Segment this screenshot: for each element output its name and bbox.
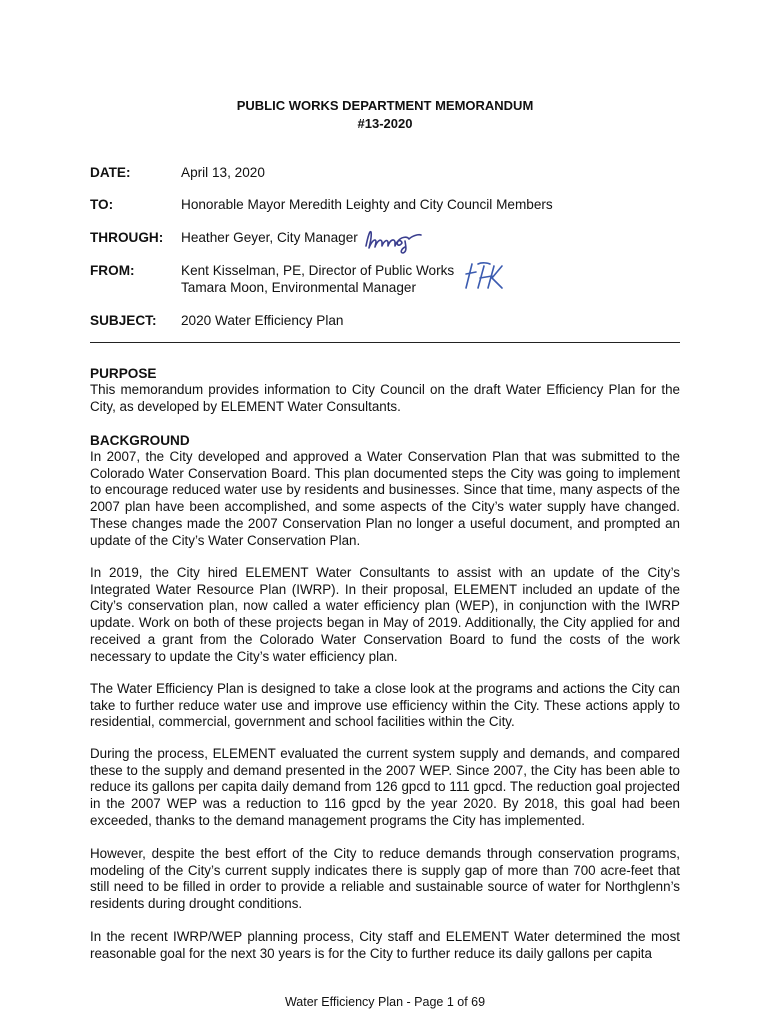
through-label: THROUGH: (90, 230, 164, 245)
from-signature-initials (462, 260, 520, 292)
background-paragraph-6: In the recent IWRP/WEP planning process, City staff and ELEMENT Water determined the most reasonable goal for the next 30 years is for the City to further reduce its daily gallons per capita (90, 929, 680, 961)
through-signature-initials (363, 226, 425, 256)
background-heading: BACKGROUND (90, 433, 190, 448)
background-paragraph-1: In 2007, the City developed and approved a Water Conservation Plan that was submitted to the Colorado Water Conservation Board. This plan documented steps the City was going to implement to encourage reduced water use by residents and businesses. Since that time, many aspects of the 2007 plan have been accomplished, and some aspects of the City’s water supply have changed. These changes made the 2007 Conservation Plan no longer a useful document, and prompted an update of the City’s Water Conservation Plan. (90, 449, 680, 548)
date-label: DATE: (90, 165, 131, 180)
background-paragraph-3: The Water Efficiency Plan is designed to take a close look at the programs and actions the City can take to further reduce water use and improve use efficiency within the City. These actions apply to residential, commercial, government and school facilities within the City. (90, 681, 680, 730)
subject-label: SUBJECT: (90, 313, 157, 328)
from-label: FROM: (90, 263, 135, 278)
to-label: TO: (90, 197, 114, 212)
from-value-primary: Kent Kisselman, PE, Director of Public Works (181, 263, 455, 278)
date-value: April 13, 2020 (181, 165, 265, 180)
background-paragraph-2: In 2019, the City hired ELEMENT Water Consultants to assist with an update of the City’s Integrated Water Resource Plan (IWRP). In their proposal, ELEMENT included an update of the City’s conservation plan, now called a water efficiency plan (WEP), in conjunction with the IWRP update. Work on both of these projects began in May of 2019. Additionally, the City applied for and received a grant from the Colorado Water Conservation Board to fund the costs of the work necessary to update the City’s water efficiency plan. (90, 565, 680, 664)
to-value: Honorable Mayor Meredith Leighty and City Council Members (181, 197, 553, 212)
through-value: Heather Geyer, City Manager (181, 230, 358, 245)
background-paragraph-5: However, despite the best effort of the City to reduce demands through conservation programs, modeling of the City’s current supply indicates there is supply gap of more than 700 acre-feet that still need to be filled in order to provide a reliable and sustainable source of water for Northglenn’s residents during drought conditions. (90, 846, 680, 912)
background-paragraph-4: During the process, ELEMENT evaluated the current system supply and demands, and compared these to the supply and demand presented in the 2007 WEP. Since 2007, the City has been able to reduce its gallons per capita daily demand from 126 gpcd to 111 gpcd. The reduction goal projected in the 2007 WEP was a reduction to 116 gpcd by the year 2020. By 2018, this goal had been exceeded, thanks to the demand management programs the City has implemented. (90, 746, 680, 828)
purpose-heading: PURPOSE (90, 366, 157, 381)
page-footer: Water Efficiency Plan - Page 1 of 69 (284, 995, 486, 1009)
subject-value: 2020 Water Efficiency Plan (181, 313, 344, 328)
header-divider (90, 342, 680, 343)
purpose-paragraph: This memorandum provides information to City Council on the draft Water Efficiency Plan for the City, as developed by ELEMENT Water Consultants. (90, 382, 680, 414)
from-value-secondary: Tamara Moon, Environmental Manager (181, 280, 416, 295)
memo-title: PUBLIC WORKS DEPARTMENT MEMORANDUM (236, 98, 534, 113)
memo-number: #13-2020 (357, 116, 413, 131)
